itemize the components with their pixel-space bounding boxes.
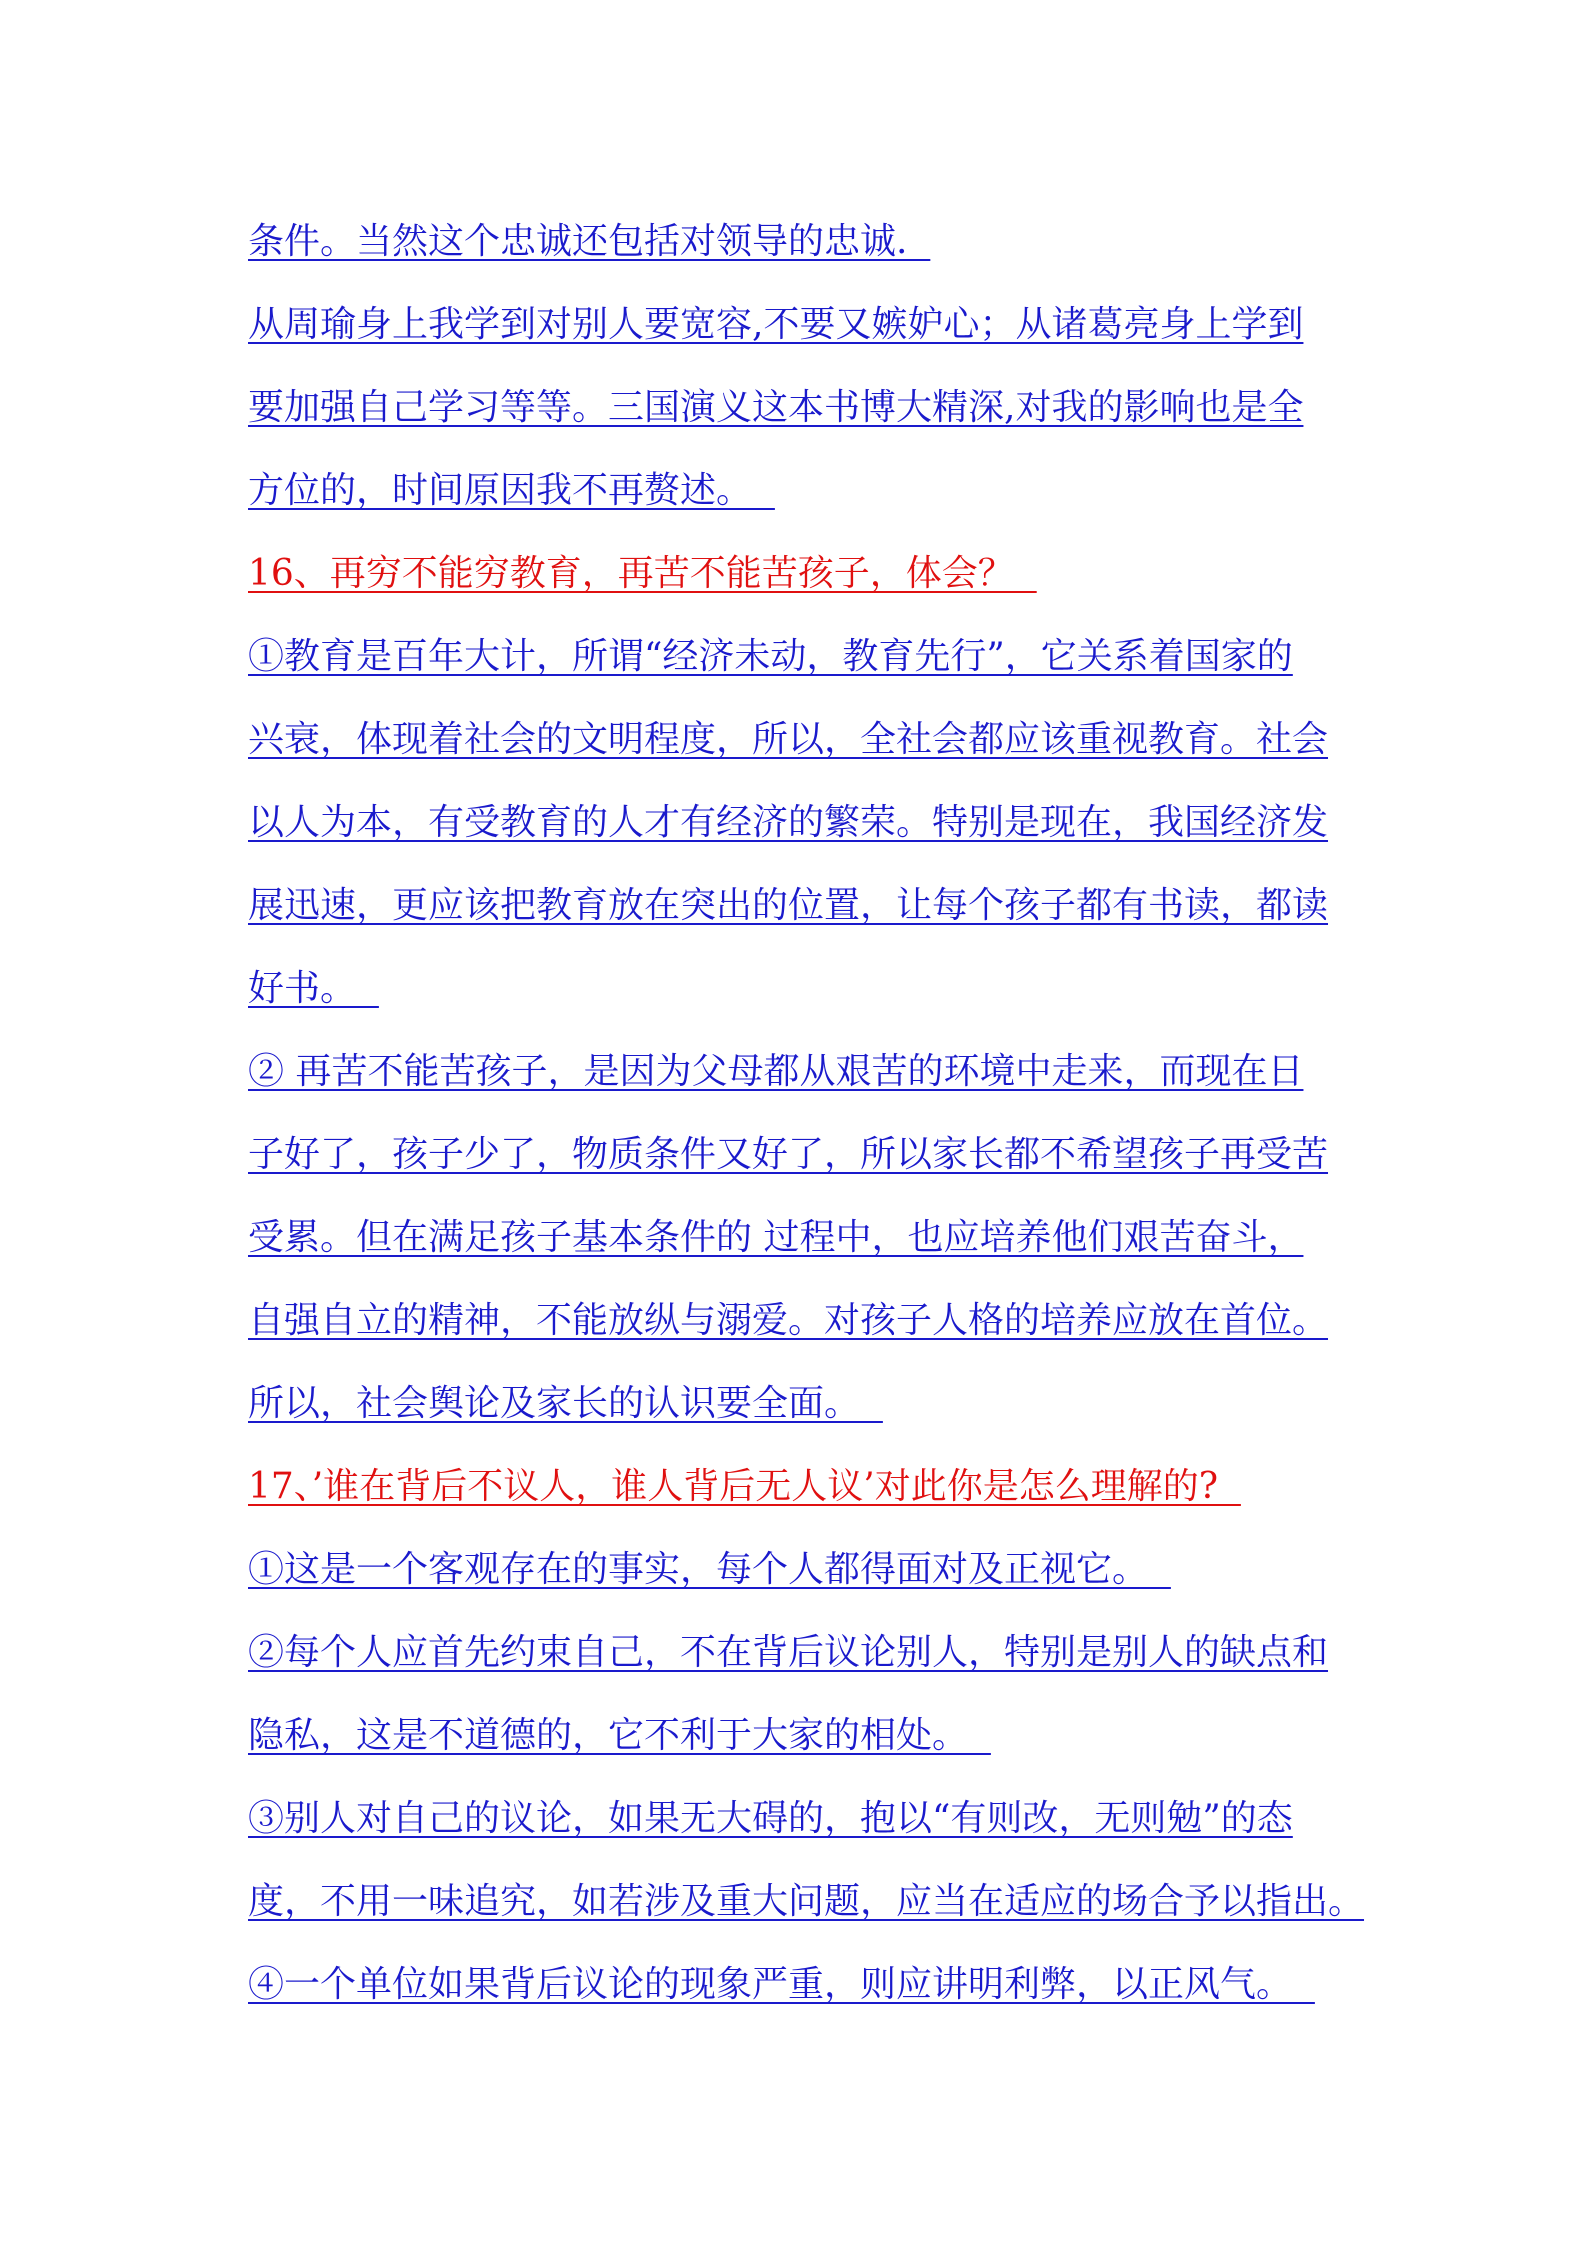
answer-line: ②每个人应首先约束自己，不在背后议论别人，特别是别人的缺点和: [248, 1632, 1329, 1673]
answer-line: 好书。: [248, 968, 379, 1009]
answer-line: ①教育是百年大计，所谓“经济未动，教育先行”，它关系着国家的: [248, 636, 1293, 677]
answer-line: 兴衰，体现着社会的文明程度，所以，全社会都应该重视教育。社会: [248, 719, 1329, 760]
answer-line: 子好了，孩子少了，物质条件又好了，所以家长都不希望孩子再受苦: [248, 1134, 1329, 1175]
answer-line: 隐私，这是不道德的，它不利于大家的相处。: [248, 1715, 991, 1756]
answer-line: 展迅速，更应该把教育放在突出的位置，让每个孩子都有书读，都读: [248, 885, 1329, 926]
answer-line: 度，不用一味追究，如若涉及重大问题，应当在适应的场合予以指出。: [248, 1881, 1365, 1922]
answer-line: 自强自立的精神，不能放纵与溺爱。对孩子人格的培养应放在首位。: [248, 1300, 1329, 1341]
answer-line: ② 再苦不能苦孩子，是因为父母都从艰苦的环境中走来，而现在日: [248, 1051, 1304, 1092]
question-16-heading: 16、再穷不能穷教育，再苦不能苦孩子，体会？: [248, 553, 1037, 594]
answer-line: 条件。当然这个忠诚还包括对领导的忠诚.: [248, 221, 931, 262]
answer-line: 要加强自己学习等等。三国演义这本书博大精深,对我的影响也是全: [248, 387, 1304, 428]
answer-line: ③别人对自己的议论，如果无大碍的，抱以“有则改，无则勉”的态: [248, 1798, 1293, 1839]
answer-line: 所以，社会舆论及家长的认识要全面。: [248, 1383, 883, 1424]
answer-line: 受累。但在满足孩子基本条件的 过程中，也应培养他们艰苦奋斗，: [248, 1217, 1304, 1258]
answer-line: ①这是一个客观存在的事实，每个人都得面对及正视它。: [248, 1549, 1171, 1590]
answer-line: 从周瑜身上我学到对别人要宽容,不要又嫉妒心；从诸葛亮身上学到: [248, 304, 1304, 345]
answer-line: ④一个单位如果背后议论的现象严重，则应讲明利弊，以正风气。: [248, 1964, 1315, 2005]
question-17-heading: 17、’谁在背后不议人，谁人背后无人议’对此你是怎么理解的?: [248, 1466, 1241, 1507]
answer-line: 以人为本，有受教育的人才有经济的繁荣。特别是现在，我国经济发: [248, 802, 1329, 843]
answer-line: 方位的，时间原因我不再赘述。: [248, 470, 775, 511]
